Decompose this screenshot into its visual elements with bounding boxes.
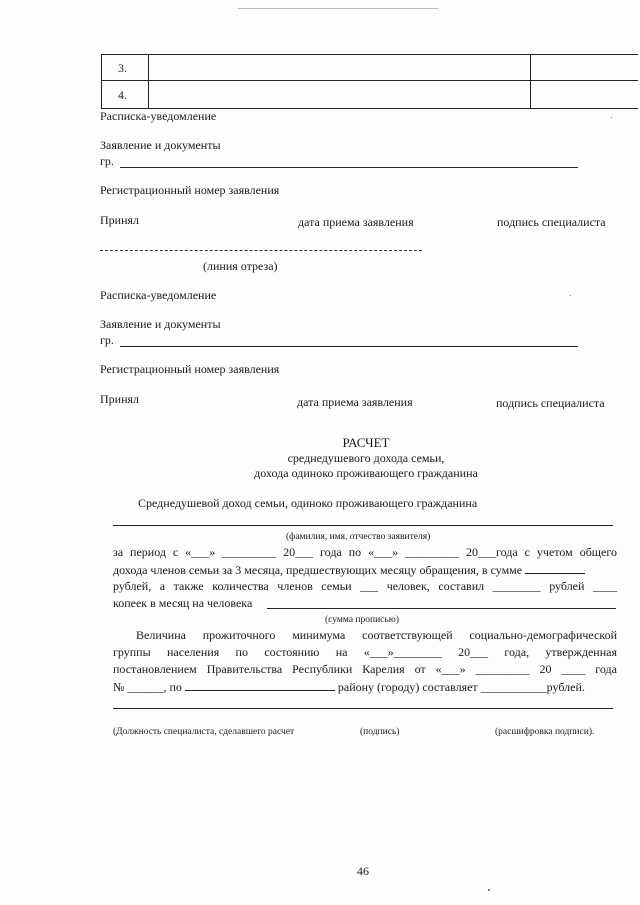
- citizen-label: гр.: [100, 333, 114, 347]
- page-number: 46: [357, 864, 369, 878]
- calc-title: РАСЧЕТ: [342, 435, 390, 450]
- table-row: [118, 61, 127, 75]
- members-line: рублей, а также количества членов семьи ___ человек, составил ________ рублей ____: [113, 579, 617, 593]
- table-row-divider: [101, 80, 638, 81]
- cut-line-label: (линия отреза): [203, 259, 278, 273]
- reg-number-label: Регистрационный номер заявления: [100, 183, 280, 197]
- scan-speck: [611, 117, 612, 118]
- period-line: за период с «___» _________ 20___ года по «___» _________ 20___года с учетом общего: [113, 545, 617, 559]
- scan-speck: [488, 889, 490, 891]
- subsistence-line: группы населения по состоянию на «___»________ 20___ года, утвержденная: [113, 645, 617, 659]
- subsistence-line: [113, 679, 585, 694]
- table-column-divider: [148, 54, 149, 108]
- table-column-divider: [530, 54, 531, 108]
- amount-in-words-field[interactable]: [267, 608, 616, 609]
- specialist-signature-label: подпись специалиста: [497, 215, 606, 229]
- signature-caption: (подпись): [360, 727, 400, 737]
- receipt-title: Расписка-уведомление: [100, 109, 217, 123]
- table-border-left: [101, 54, 102, 108]
- cut-line: [100, 250, 422, 251]
- specialist-signature-label: подпись специалиста: [496, 396, 605, 410]
- table-row-number: 3.: [118, 61, 127, 75]
- receipt-title: Расписка-уведомление: [100, 288, 217, 302]
- citizen-label: гр.: [100, 154, 114, 168]
- calc-subtitle: среднедушевого дохода семьи,: [287, 451, 445, 465]
- income-line: [113, 562, 617, 577]
- statement-label: Заявление и документы: [100, 317, 221, 331]
- income-line-text: дохода членов семьи за 3 месяца, предшествующих месяцу обращения, в сумме: [113, 563, 523, 577]
- date-received-label: дата приема заявления: [298, 215, 414, 229]
- table-border-top: [101, 54, 638, 55]
- amount-in-words-caption: (сумма прописью): [325, 615, 399, 625]
- date-received-label: дата приема заявления: [297, 395, 413, 409]
- reg-number-label: Регистрационный номер заявления: [100, 362, 280, 376]
- per-person-text: копеек в месяц на человека: [113, 596, 253, 610]
- per-person-line: [113, 596, 252, 610]
- table-row: [118, 88, 127, 102]
- signature-decoding-caption: (расшифровка подписи).: [495, 727, 595, 737]
- scan-top-line: [238, 8, 438, 9]
- applicant-name-field[interactable]: [113, 525, 613, 526]
- accepted-label: Принял: [100, 213, 140, 227]
- subsistence-line: Величина прожиточного минимума соответствующей социально-демографической: [136, 628, 617, 642]
- subsistence-line: постановлением Правительства Республики Карелия от «___» _________ 20 ____ года: [113, 662, 617, 676]
- accepted-label: Принял: [100, 392, 140, 406]
- district-amount-text: району (городу) составляет ___________рублей.: [337, 680, 585, 694]
- income-amount-field[interactable]: [525, 562, 585, 574]
- citizen-name-field[interactable]: [120, 346, 578, 347]
- decree-number-text: № ______, по: [113, 680, 182, 694]
- citizen-name-field[interactable]: [120, 167, 578, 168]
- statement-label: Заявление и документы: [100, 138, 221, 152]
- signature-line[interactable]: [113, 708, 613, 709]
- applicant-name-caption: (фамилия, имя, отчество заявителя): [286, 532, 431, 542]
- table-row-number: 4.: [118, 88, 127, 102]
- specialist-position-caption: (Должность специалиста, сделавшего расчет: [113, 727, 295, 737]
- calc-intro: Среднедушевой доход семьи, одиноко проживающего гражданина: [138, 496, 478, 510]
- scan-speck: [570, 295, 571, 296]
- district-field[interactable]: [185, 679, 335, 691]
- calc-subtitle: дохода одиноко проживающего гражданина: [254, 466, 478, 480]
